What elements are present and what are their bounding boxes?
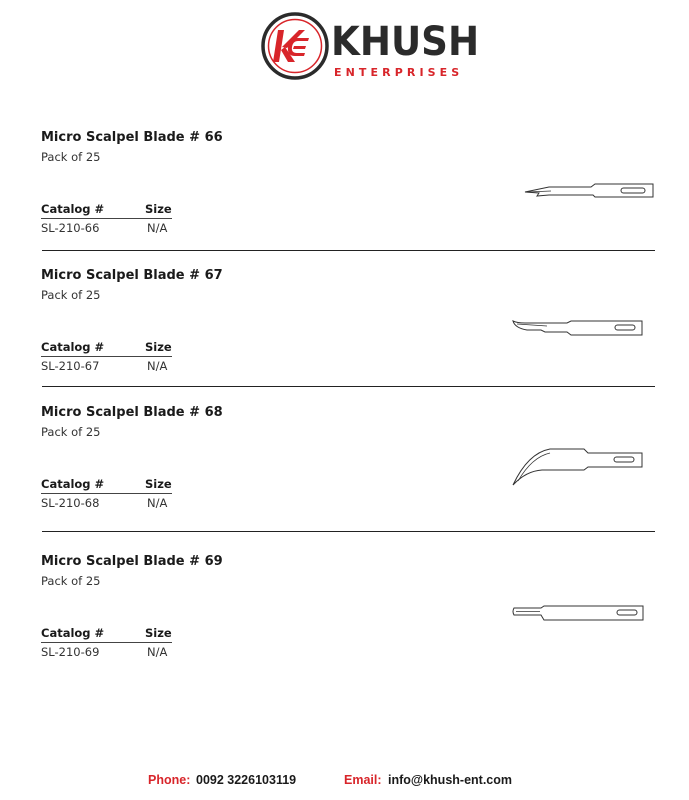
catalog-header: Catalog # (41, 340, 105, 354)
ke-monogram-badge-icon (261, 12, 333, 83)
size-value: N/A (147, 359, 168, 373)
product-block-66 (18, 130, 673, 240)
catalog-number: SL-210-68 (41, 496, 100, 510)
product-pack: Pack of 25 (41, 574, 101, 588)
product-pack: Pack of 25 (41, 288, 101, 302)
product-title: Micro Scalpel Blade # 67 (41, 268, 223, 283)
straight-pointed-blade-icon (523, 183, 655, 201)
spec-row (41, 219, 172, 235)
product-title: Micro Scalpel Blade # 69 (41, 554, 223, 569)
size-value: N/A (147, 645, 168, 659)
product-title: Micro Scalpel Blade # 68 (41, 405, 223, 420)
product-block-69 (18, 554, 673, 664)
catalog-number: SL-210-67 (41, 359, 100, 373)
hooked-crescent-blade-icon (510, 443, 644, 489)
email-label: Email: (344, 773, 382, 787)
catalog-page (18, 0, 678, 800)
spec-row (41, 357, 172, 373)
size-value: N/A (147, 221, 168, 235)
spec-table (41, 626, 172, 659)
size-header: Size (145, 626, 172, 640)
spec-table (41, 202, 172, 235)
section-divider (42, 531, 655, 532)
phone-label: Phone: (148, 773, 191, 787)
product-pack: Pack of 25 (41, 425, 101, 439)
svg-text:KE: KE (331, 82, 333, 83)
product-pack: Pack of 25 (41, 150, 101, 164)
curved-tip-blade-icon (511, 318, 644, 340)
catalog-header: Catalog # (41, 626, 105, 640)
section-divider (42, 386, 655, 387)
product-block-67 (18, 268, 673, 378)
brand-subtitle: ENTERPRISES (334, 66, 464, 79)
catalog-header: Catalog # (41, 202, 105, 216)
catalog-number: SL-210-66 (41, 221, 100, 235)
narrow-blunt-blade-icon (511, 605, 645, 623)
product-block-68 (18, 405, 673, 515)
brand-name: KHUSH (331, 19, 480, 65)
spec-header-row (41, 626, 172, 643)
section-divider (42, 250, 655, 251)
size-value: N/A (147, 496, 168, 510)
spec-header-row (41, 202, 172, 219)
spec-row (41, 643, 172, 659)
catalog-header: Catalog # (41, 477, 105, 491)
spec-row (41, 494, 172, 510)
brand-logo (261, 10, 480, 83)
size-header: Size (145, 477, 172, 491)
size-header: Size (145, 340, 172, 354)
spec-table (41, 477, 172, 510)
size-header: Size (145, 202, 172, 216)
email-address[interactable]: info@khush-ent.com (388, 773, 512, 787)
spec-header-row (41, 477, 172, 494)
spec-table (41, 340, 172, 373)
catalog-number: SL-210-69 (41, 645, 100, 659)
contact-footer (18, 773, 678, 791)
phone-number[interactable]: 0092 3226103119 (196, 773, 297, 787)
product-title: Micro Scalpel Blade # 66 (41, 130, 223, 145)
spec-header-row (41, 340, 172, 357)
